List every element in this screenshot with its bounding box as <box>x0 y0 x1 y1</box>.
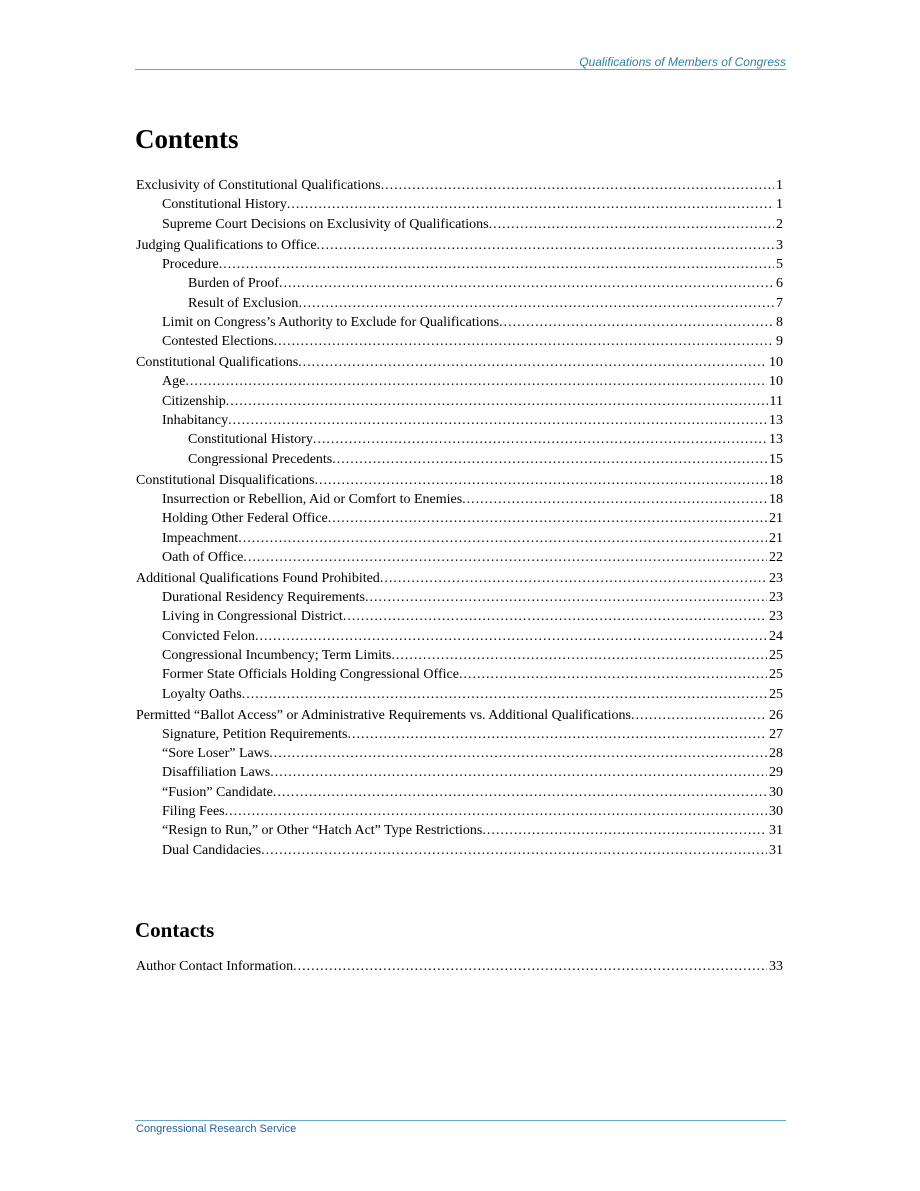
toc-dot-leader <box>242 686 767 704</box>
toc-page-number: 31 <box>769 843 783 858</box>
toc-entry-title: “Fusion” Candidate <box>162 785 273 800</box>
toc-entry-title: Constitutional Disqualifications <box>136 473 315 488</box>
toc-entry-title: “Resign to Run,” or Other “Hatch Act” Type Restrictions <box>162 823 483 838</box>
toc-entry-title: Inhabitancy <box>162 413 229 428</box>
toc-entry-title: Impeachment <box>162 531 239 546</box>
toc-entry[interactable] <box>162 216 783 234</box>
toc-page-number: 31 <box>769 823 783 838</box>
toc-dot-leader <box>489 216 774 234</box>
toc-entry-title: Oath of Office <box>162 550 244 565</box>
toc-entry-title: Signature, Petition Requirements <box>162 727 348 742</box>
toc-dot-leader <box>482 822 767 840</box>
toc-entry[interactable] <box>162 196 783 214</box>
toc-page-number: 9 <box>776 334 783 349</box>
toc-dot-leader <box>273 784 767 802</box>
toc-entry[interactable] <box>162 803 783 821</box>
toc-dot-leader <box>459 666 767 684</box>
toc-page-number: 21 <box>769 531 783 546</box>
toc-page-number: 1 <box>776 178 783 193</box>
toc-entry[interactable] <box>162 589 783 607</box>
toc-entry[interactable] <box>162 628 783 646</box>
toc-entry-title: Age <box>162 374 186 389</box>
toc-entry[interactable] <box>136 237 783 255</box>
toc-dot-leader <box>261 842 767 860</box>
contacts-heading: Contacts <box>135 918 215 942</box>
toc-entry-title: Holding Other Federal Office <box>162 511 328 526</box>
toc-entry-title: Limit on Congress’s Authority to Exclude for Qualifications <box>162 315 500 330</box>
toc-entry[interactable] <box>162 784 783 802</box>
toc-page-number: 27 <box>769 727 783 742</box>
toc-entry[interactable] <box>162 764 783 782</box>
toc-page-number: 21 <box>769 511 783 526</box>
toc-entry[interactable] <box>136 958 783 976</box>
toc-entry[interactable] <box>188 275 783 293</box>
toc-page-number: 30 <box>769 785 783 800</box>
toc-entry[interactable] <box>188 451 783 469</box>
toc-entry[interactable] <box>162 530 783 548</box>
toc-page-number: 22 <box>769 550 783 565</box>
toc-entry[interactable] <box>136 570 783 588</box>
toc-entry[interactable] <box>136 354 783 372</box>
toc-page-number: 7 <box>776 296 783 311</box>
toc-entry[interactable] <box>162 412 783 430</box>
toc-page-number: 18 <box>769 473 783 488</box>
toc-dot-leader <box>365 589 767 607</box>
toc-page-number: 8 <box>776 315 783 330</box>
toc-dot-leader <box>269 745 767 763</box>
toc-dot-leader <box>462 491 767 509</box>
toc-entry[interactable] <box>162 822 783 840</box>
toc-entry[interactable] <box>136 707 783 725</box>
toc-dot-leader <box>298 295 774 313</box>
toc-entry-title: Living in Congressional District <box>162 609 343 624</box>
toc-dot-leader <box>226 393 768 411</box>
toc-entry[interactable] <box>162 608 783 626</box>
toc-page-number: 6 <box>776 276 783 291</box>
toc-dot-leader <box>293 958 767 976</box>
header-rule <box>135 69 786 70</box>
toc-entry[interactable] <box>162 745 783 763</box>
toc-entry[interactable] <box>162 726 783 744</box>
toc-entry[interactable] <box>162 842 783 860</box>
toc-page-number: 23 <box>769 609 783 624</box>
toc-dot-leader <box>343 608 767 626</box>
toc-page-number: 25 <box>769 687 783 702</box>
toc-page-number: 25 <box>769 648 783 663</box>
toc-page-number: 23 <box>769 571 783 586</box>
toc-entry-title: Judging Qualifications to Office <box>136 238 317 253</box>
toc-dot-leader <box>255 628 767 646</box>
toc-dot-leader <box>381 177 774 195</box>
toc-dot-leader <box>185 373 767 391</box>
footer-rule <box>135 1120 786 1121</box>
toc-page-number: 18 <box>769 492 783 507</box>
toc-dot-leader <box>287 196 774 214</box>
toc-entry-title: Constitutional History <box>188 432 313 447</box>
toc-dot-leader <box>313 431 767 449</box>
toc-entry-title: Permitted “Ballot Access” or Administrative Requirements vs. Additional Qualifications <box>136 708 631 723</box>
toc-page-number: 2 <box>776 217 783 232</box>
toc-entry-title: Result of Exclusion <box>188 296 299 311</box>
toc-entry-title: Insurrection or Rebellion, Aid or Comfort to Enemies <box>162 492 463 507</box>
toc-page-number: 15 <box>769 452 783 467</box>
toc-dot-leader <box>317 237 774 255</box>
toc-entry-title: Congressional Incumbency; Term Limits <box>162 648 392 663</box>
toc-dot-leader <box>228 412 767 430</box>
toc-entry[interactable] <box>162 666 783 684</box>
toc-entry-title: Filing Fees <box>162 804 225 819</box>
toc-page-number: 33 <box>769 959 783 974</box>
toc-entry-title: Additional Qualifications Found Prohibited <box>136 571 380 586</box>
toc-dot-leader <box>298 354 767 372</box>
toc-entry[interactable] <box>162 373 783 391</box>
contents-heading: Contents <box>135 124 239 154</box>
toc-dot-leader <box>391 647 767 665</box>
toc-page-number: 30 <box>769 804 783 819</box>
toc-page-number: 25 <box>769 667 783 682</box>
toc-dot-leader <box>219 256 774 274</box>
toc-entry-title: Loyalty Oaths <box>162 687 242 702</box>
toc-entry-title: Durational Residency Requirements <box>162 590 365 605</box>
toc-entry-title: Citizenship <box>162 394 226 409</box>
toc-page-number: 23 <box>769 590 783 605</box>
toc-entry-title: Supreme Court Decisions on Exclusivity of Qualifications <box>162 217 489 232</box>
toc-dot-leader <box>328 510 767 528</box>
toc-page-number: 29 <box>769 765 783 780</box>
toc-entry[interactable] <box>162 256 783 274</box>
toc-entry[interactable] <box>188 431 783 449</box>
toc-entry-title: Author Contact Information <box>136 959 294 974</box>
toc-page-number: 3 <box>776 238 783 253</box>
toc-entry-title: Congressional Precedents <box>188 452 333 467</box>
toc-dot-leader <box>315 472 768 490</box>
toc-entry-title: “Sore Loser” Laws <box>162 746 270 761</box>
toc-page-number: 13 <box>769 432 783 447</box>
toc-dot-leader <box>332 451 767 469</box>
toc-entry[interactable] <box>162 686 783 704</box>
toc-dot-leader <box>380 570 767 588</box>
footer-organization: Congressional Research Service <box>136 1123 297 1135</box>
toc-dot-leader <box>631 707 767 725</box>
toc-entry-title: Constitutional History <box>162 197 287 212</box>
toc-entry-title: Contested Elections <box>162 334 274 349</box>
toc-entry-title: Dual Candidacies <box>162 843 262 858</box>
toc-entry[interactable] <box>136 472 783 490</box>
toc-entry-title: Burden of Proof <box>188 276 279 291</box>
toc-dot-leader <box>499 314 774 332</box>
toc-entry-title: Convicted Felon <box>162 629 255 644</box>
toc-dot-leader <box>225 803 767 821</box>
toc-page-number: 11 <box>769 394 783 409</box>
toc-entry[interactable] <box>162 647 783 665</box>
toc-page-number: 5 <box>776 257 783 272</box>
toc-entry[interactable] <box>188 295 783 313</box>
running-header: Qualifications of Members of Congress <box>579 55 786 69</box>
toc-entry[interactable] <box>162 333 783 351</box>
toc-entry[interactable] <box>162 549 783 567</box>
toc-dot-leader <box>270 764 767 782</box>
toc-dot-leader <box>279 275 774 293</box>
toc-page-number: 1 <box>776 197 783 212</box>
toc-entry[interactable] <box>162 491 783 509</box>
toc-entry-title: Constitutional Qualifications <box>136 355 299 370</box>
toc-entry-title: Disaffiliation Laws <box>162 765 271 780</box>
toc-dot-leader <box>243 549 767 567</box>
toc-dot-leader <box>347 726 767 744</box>
toc-page-number: 10 <box>769 355 783 370</box>
toc-entry-title: Exclusivity of Constitutional Qualifications <box>136 178 381 193</box>
toc-entry[interactable] <box>162 314 783 332</box>
toc-page-number: 24 <box>769 629 783 644</box>
toc-page-number: 26 <box>769 708 783 723</box>
toc-dot-leader <box>274 333 774 351</box>
toc-entry[interactable] <box>136 177 783 195</box>
toc-page-number: 10 <box>769 374 783 389</box>
toc-dot-leader <box>238 530 767 548</box>
toc-entry-title: Former State Officials Holding Congressional Office <box>162 667 459 682</box>
toc-entry[interactable] <box>162 393 783 411</box>
toc-entry-title: Procedure <box>162 257 219 272</box>
toc-page-number: 28 <box>769 746 783 761</box>
toc-page-number: 13 <box>769 413 783 428</box>
toc-entry[interactable] <box>162 510 783 528</box>
